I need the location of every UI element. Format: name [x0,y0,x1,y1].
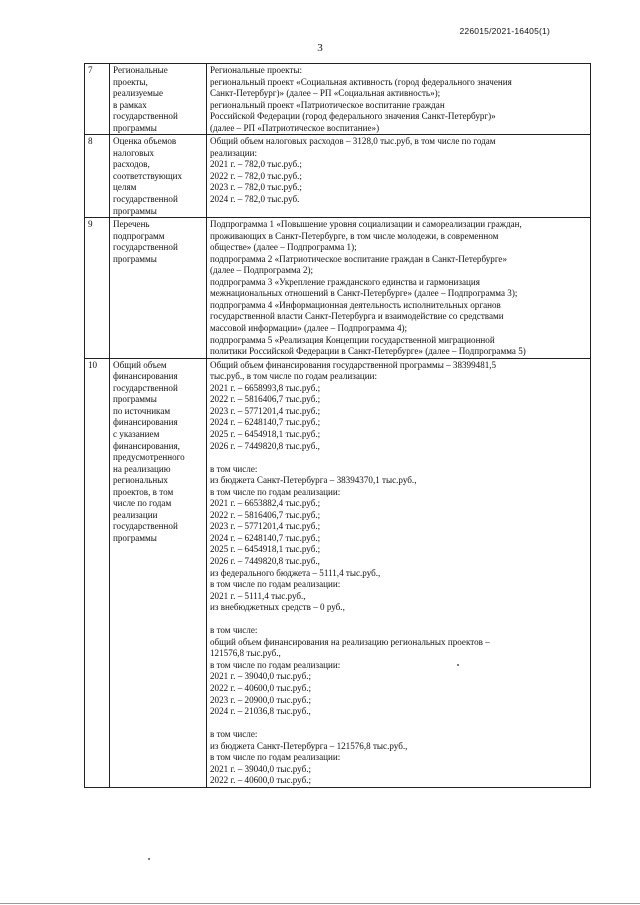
content-line: в том числе: [210,625,258,636]
content-line: Региональные проекты: [210,65,303,75]
content-line: 2025 г. – 6454918,1 тыс.руб.; [210,428,321,439]
label-line: региональных [113,475,168,486]
content-line: 2022 г. – 40600,0 тыс.руб.; [210,775,312,786]
label-line: числе по годам [113,498,172,509]
content-line: 2022 г. – 40600,0 тыс.руб.; [210,682,312,693]
scan-edge [0,903,640,904]
row-label [110,64,207,135]
content-line: в том числе: [210,463,258,474]
content-line: подпрограмма 5 «Реализация Концепции государственной миграционной [210,334,495,345]
passport-table [84,63,591,788]
scan-speck [457,664,459,666]
row-content [207,64,591,135]
content-line: 2023 г. – 20900,0 тыс.руб.; [210,694,312,705]
content-line: 2023 г. – 782,0 тыс.руб.; [210,182,302,193]
content-line: 2024 г. – 782,0 тыс.руб. [210,194,300,205]
label-line: Перечень [113,219,150,230]
content-line: 2021 г. – 5111,4 тыс.руб., [210,590,306,601]
content-line: (далее – РП «Патриотическое воспитание») [210,122,380,133]
content-line: общий объем финансирования на реализацию региональных проектов – [210,636,490,647]
content-line: 2023 г. – 5771201,4 тыс.руб.; [210,521,321,532]
label-line: проекты, [113,76,148,87]
content-line: в том числе по годам реализации: [210,659,341,670]
row-content [207,135,591,218]
content-line: 121576,8 тыс.руб., [210,648,281,659]
row-label [110,135,207,218]
label-line: реализуемые [113,88,163,99]
blank-line [210,614,587,626]
content-line: реализации: [210,147,257,158]
content-line: Общий объем налоговых расходов – 3128,0 тыс.руб, в том числе по годам [210,136,496,147]
content-line: подпрограмма 4 «Информационная деятельность исполнительных органов [210,299,501,310]
row-label [110,218,207,359]
content-line: подпрограмма 2 «Патриотическое воспитание граждан в Санкт-Петербурге» [210,253,508,264]
label-line: государственной [113,111,178,122]
content-line: 2024 г. – 21036,8 тыс.руб., [210,706,311,717]
content-line: массовой информации» (далее – Подпрограмма 4); [210,323,408,334]
blank-line [210,452,587,464]
label-line: Региональные [113,65,168,75]
label-line: государственной [113,194,178,205]
content-line: проживающих в Санкт-Петербурге, в том числе молодежи, в современном [210,230,499,241]
label-line: в рамках [113,99,147,110]
label-line: финансирования [113,417,178,428]
content-line: 2021 г. – 782,0 тыс.руб.; [210,159,302,170]
content-line: в том числе по годам реализации: [210,752,341,763]
content-line: 2026 г. – 7449820,8 тыс.руб., [210,440,320,451]
row-label [110,358,207,787]
label-line: подпрограмм [113,230,165,241]
label-line: государственной [113,382,178,393]
label-line: соответствующих [113,170,183,181]
content-line: Санкт-Петербург)» (далее – РП «Социальная активность»); [210,88,441,99]
document-number: 226015/2021-16405(1) [459,26,550,36]
label-line: налоговых [113,147,155,158]
content-line: 2021 г. – 39040,0 тыс.руб.; [210,671,312,682]
content-line: государственной власти Санкт-Петербурга и взаимодействие со средствами [210,311,504,322]
content-line: Российской Федерации (город федерального значения Санкт-Петербург)» [210,111,496,122]
content-line: тыс.руб., в том числе по годам реализации: [210,371,377,382]
label-line: на реализацию [113,463,171,474]
scan-speck [148,858,150,860]
content-line: 2025 г. – 6454918,1 тыс.руб.; [210,544,321,555]
label-line: реализации [113,509,158,520]
table-row [85,135,591,218]
content-line: в том числе по годам реализации: [210,486,341,497]
content-line: обществе» (далее – Подпрограмма 1); [210,242,357,253]
label-line: программы [113,532,157,543]
row-number: 9 [85,218,110,359]
content-line: подпрограмма 3 «Укрепление гражданского единства и гармонизация [210,276,480,287]
row-number: 7 [85,64,110,135]
content-line: 2024 г. – 6248140,7 тыс.руб.; [210,417,321,428]
label-line: проектов, в том [113,486,174,497]
row-content [207,358,591,787]
label-line: программы [113,205,157,216]
content-line: 2021 г. – 39040,0 тыс.руб.; [210,763,312,774]
table-row [85,64,591,135]
content-line: Общий объем финансирования государственной программы – 38399481,5 [210,359,497,370]
content-line: 2023 г. – 5771201,4 тыс.руб.; [210,405,321,416]
label-line: Общий объем [113,359,167,370]
content-line: региональный проект «Социальная активность (город федерального значения [210,76,512,87]
table-row [85,218,591,359]
row-number: 10 [85,358,110,787]
content-line: Подпрограмма 1 «Повышение уровня социализации и самореализации граждан, [210,219,522,230]
content-line: политики Российской Федерации в Санкт-Петербурге» (далее – Подпрограмма 5) [210,346,526,357]
content-line: региональный проект «Патриотическое воспитание граждан [210,99,445,110]
content-line: из федерального бюджета – 5111,4 тыс.руб., [210,567,381,578]
content-line: 2026 г. – 7449820,8 тыс.руб., [210,555,320,566]
label-line: Оценка объемов [113,136,177,147]
content-line: 2021 г. – 6653882,4 тыс.руб.; [210,498,321,509]
row-number: 8 [85,135,110,218]
content-line: (далее – Подпрограмма 2); [210,265,314,276]
content-line: 2021 г. – 6658993,8 тыс.руб.; [210,382,321,393]
content-line: из бюджета Санкт-Петербурга – 38394370,1 тыс.руб., [210,475,417,486]
page-number: 3 [317,42,323,54]
content-line: 2022 г. – 5816406,7 тыс.руб.; [210,394,321,405]
content-line: из бюджета Санкт-Петербурга – 121576,8 тыс.руб., [210,740,408,751]
label-line: по источникам [113,405,171,416]
row-content [207,218,591,359]
table-row [85,358,591,787]
label-line: государственной [113,521,178,532]
content-line: в том числе: [210,729,258,740]
label-line: с указанием [113,428,160,439]
blank-line [210,718,587,730]
label-line: программы [113,394,157,405]
label-line: государственной [113,242,178,253]
content-line: 2022 г. – 5816406,7 тыс.руб.; [210,509,321,520]
label-line: программы [113,253,157,264]
label-line: целям [113,182,137,193]
label-line: финансирования, [113,440,180,451]
label-line: предусмотренного [113,452,185,463]
content-line: из внебюджетных средств – 0 руб., [210,602,345,613]
label-line: финансирования [113,371,178,382]
label-line: программы [113,122,157,133]
content-line: в том числе по годам реализации: [210,579,341,590]
content-line: 2022 г. – 782,0 тыс.руб.; [210,170,302,181]
content-line: межнациональных отношений в Санкт-Петербурге» (далее – Подпрограмма 3); [210,288,518,299]
label-line: расходов, [113,159,150,170]
content-line: 2024 г. – 6248140,7 тыс.руб.; [210,532,321,543]
